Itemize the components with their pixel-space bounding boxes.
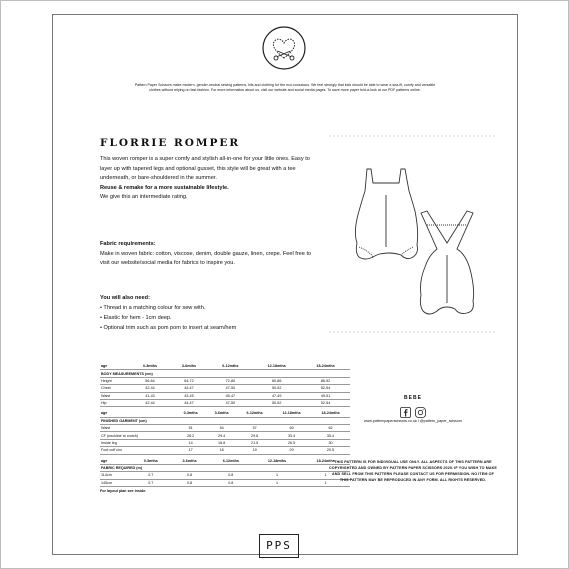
age-col: 6-12mths (208, 363, 252, 370)
brand-tag: BEBE (404, 395, 422, 401)
table-header-row (100, 363, 350, 370)
cell: 42-44 (131, 385, 170, 392)
age-col: 0-3mths (131, 363, 170, 370)
copyright-notice: THIS PATTERN IS FOR INDIVIDUAL USE ONLY. ALL ASPECTS OF THIS PATTERN ARE COPYRIGHTED AND OWNED BY PATTERN PAPER SCISSORS 2020. IF YOU WISH TO MAKE AND SELL FROM THIS PATTERN PLEASE CONTACT US FOR PERMISSION. NO ITEM OF THIS PATTERN MAY BE REPRODUCED IN ANY FORM. ALL RIGHTS RESERVED. (329, 460, 497, 482)
age-col: 12-18mths (272, 410, 311, 417)
section-heading: FINISHED GARMENT (cm) (100, 417, 350, 424)
cell: 0.8 (170, 472, 209, 479)
age-label: age (100, 410, 175, 417)
scissors-heart-logo-icon (261, 25, 307, 71)
cell: 1 (301, 472, 350, 479)
cell: 47-50 (208, 385, 252, 392)
cell: 47-49 (252, 392, 301, 399)
age-col: 12-18mths (253, 458, 302, 465)
cell: 86-92 (301, 377, 350, 384)
cell: 29.8 (237, 432, 272, 439)
cell: 49-51 (301, 392, 350, 399)
age-col: 18-24mths (311, 410, 350, 417)
row-label: Chest (100, 385, 131, 392)
age-col: 3-6mths (169, 363, 208, 370)
row-label: Waist (100, 392, 131, 399)
cell: 35.4 (311, 432, 350, 439)
age-col: 0-3mths (131, 458, 170, 465)
romper-front-view (355, 169, 417, 259)
cell: 44-47 (169, 399, 208, 406)
cell: 57 (237, 425, 272, 432)
age-col: 0-3mths (175, 410, 206, 417)
facebook-icon[interactable] (400, 405, 411, 416)
table-row (100, 385, 350, 392)
brand-column (329, 395, 497, 483)
supplies-section (100, 293, 330, 333)
row-label: Height (100, 377, 131, 384)
row-label: Waist (100, 425, 175, 432)
supply-item: • Optional trim such as pom pom to insert at seam/hem (100, 323, 330, 333)
cell: 29.4 (206, 432, 237, 439)
fabric-heading: Fabric requirements: (100, 241, 156, 247)
age-col: 18-24mths (301, 458, 350, 465)
cell: 72-80 (208, 377, 252, 384)
cell: 20 (272, 447, 311, 454)
pattern-title: FLORRIE ROMPER (100, 137, 241, 149)
age-col: 6-12mths (209, 458, 253, 465)
cell: 50-52 (252, 385, 301, 392)
table-header-row (100, 458, 350, 465)
cell: 20.5 (311, 447, 350, 454)
row-label: Inside leg (100, 439, 175, 446)
age-col: 3-6mths (170, 458, 209, 465)
cell: 26.5 (272, 439, 311, 446)
romper-back-view (420, 211, 473, 314)
cell: 45-47 (208, 392, 252, 399)
age-col: 3-6mths (206, 410, 237, 417)
cell: 47-50 (208, 399, 252, 406)
cell: 33.4 (272, 432, 311, 439)
cell: 52-54 (301, 399, 350, 406)
cell: 16.8 (206, 439, 237, 446)
body-measurements-table (100, 363, 350, 407)
cell: 62 (311, 425, 350, 432)
cell: 56-64 (131, 377, 170, 384)
age-label: age (100, 458, 131, 465)
cell: 21.5 (237, 439, 272, 446)
table-row (100, 447, 350, 454)
cell: 18 (206, 447, 237, 454)
table-row (100, 399, 350, 406)
table-row (100, 377, 350, 384)
cell: 51 (175, 425, 206, 432)
reuse-text: Reuse & remake for a more sustainable lifestyle. (100, 184, 229, 191)
fabric-requirements (100, 240, 312, 269)
cell: 41-43 (131, 392, 170, 399)
table-row (100, 432, 350, 439)
size-tables (100, 363, 350, 493)
cell: 14 (175, 439, 206, 446)
section-heading-row (100, 370, 350, 377)
table-row (100, 392, 350, 399)
supplies-heading: You will also need: (100, 295, 150, 301)
cell: 64-72 (169, 377, 208, 384)
row-label: 114cm (100, 472, 131, 479)
social-icons (329, 405, 497, 416)
description-text: This woven romper is a super comfy and stylish all-in-one for your little ones. Easy to layer up with tapered legs and optional gusset, this style will be great with a tee underneath, or bare-shouldered in the summer. (100, 156, 310, 182)
cell: 0.8 (209, 472, 253, 479)
age-label: age (100, 363, 131, 370)
cell: 60 (272, 425, 311, 432)
instagram-icon[interactable] (415, 405, 426, 416)
finished-garment-table (100, 410, 350, 454)
cell: 50-52 (252, 399, 301, 406)
section-heading: FABRIC REQUIRED (m) (100, 464, 350, 471)
cell: 0.8 (170, 479, 209, 486)
fabric-required-table (100, 458, 350, 488)
table-row (100, 472, 350, 479)
layout-note: For layout plan see inside. (100, 489, 147, 493)
row-label: 145cm (100, 479, 131, 486)
table-row (100, 425, 350, 432)
supply-item: • Elastic for hem - 1cm deep. (100, 313, 330, 323)
cell: 0.7 (131, 472, 170, 479)
cell: 19 (237, 447, 272, 454)
website-social-links[interactable]: www.patternpaperscissors.co.uk / @pattern_paper_scissors (363, 419, 463, 423)
fabric-text: Make in woven fabric: cotton, viscose, denim, double gauze, linen, crepe. Feel free to visit our website/social media for fabrics to inspire you. (100, 250, 312, 267)
age-col: 12-18mths (252, 363, 301, 370)
pps-footer-logo: PPS (259, 534, 299, 558)
cell: 1 (253, 479, 302, 486)
table-header-row (100, 410, 350, 417)
cell: 30 (311, 439, 350, 446)
cell: 0.7 (131, 479, 170, 486)
section-heading: BODY MEASUREMENTS (cm) (100, 370, 350, 377)
cell: 1 (301, 479, 350, 486)
row-label: CF (neckline to crotch) (100, 432, 175, 439)
cell: 17 (175, 447, 206, 454)
section-heading-row (100, 464, 350, 471)
cell: 26.2 (175, 432, 206, 439)
intro-text: Pattern Paper Scissors make modern, gender-neutral sewing patterns, kits and clothing for the eco-conscious. We feel strongly that kids should be able to wear a sea-fit, comfy and versatile clothes without relying on fast fashion. For more information about us, visit our website and social media pages. To save more paper fold-a-look at our PDF patterns online. (134, 83, 436, 93)
table-row (100, 479, 350, 486)
cell: 52-54 (301, 385, 350, 392)
cell: 54 (206, 425, 237, 432)
age-col: 6-12mths (237, 410, 272, 417)
supplies-list (100, 303, 330, 333)
table-row (100, 439, 350, 446)
romper-technical-drawing (329, 135, 497, 333)
cell: 1 (253, 472, 302, 479)
age-col: 18-24mths (301, 363, 350, 370)
row-label: Foot cuff circ (100, 447, 175, 454)
cell: 44-47 (169, 385, 208, 392)
cell: 43-45 (169, 392, 208, 399)
cell: 80-86 (252, 377, 301, 384)
supply-item: • Thread in a matching colour for sew with. (100, 303, 330, 313)
pattern-description (100, 155, 312, 203)
cell: 0.8 (209, 479, 253, 486)
rating-text: We give this an intermediate rating. (100, 194, 188, 201)
section-heading-row (100, 417, 350, 424)
row-label: Hip (100, 399, 131, 406)
pattern-cover-sheet (52, 14, 518, 555)
cell: 42-44 (131, 399, 170, 406)
